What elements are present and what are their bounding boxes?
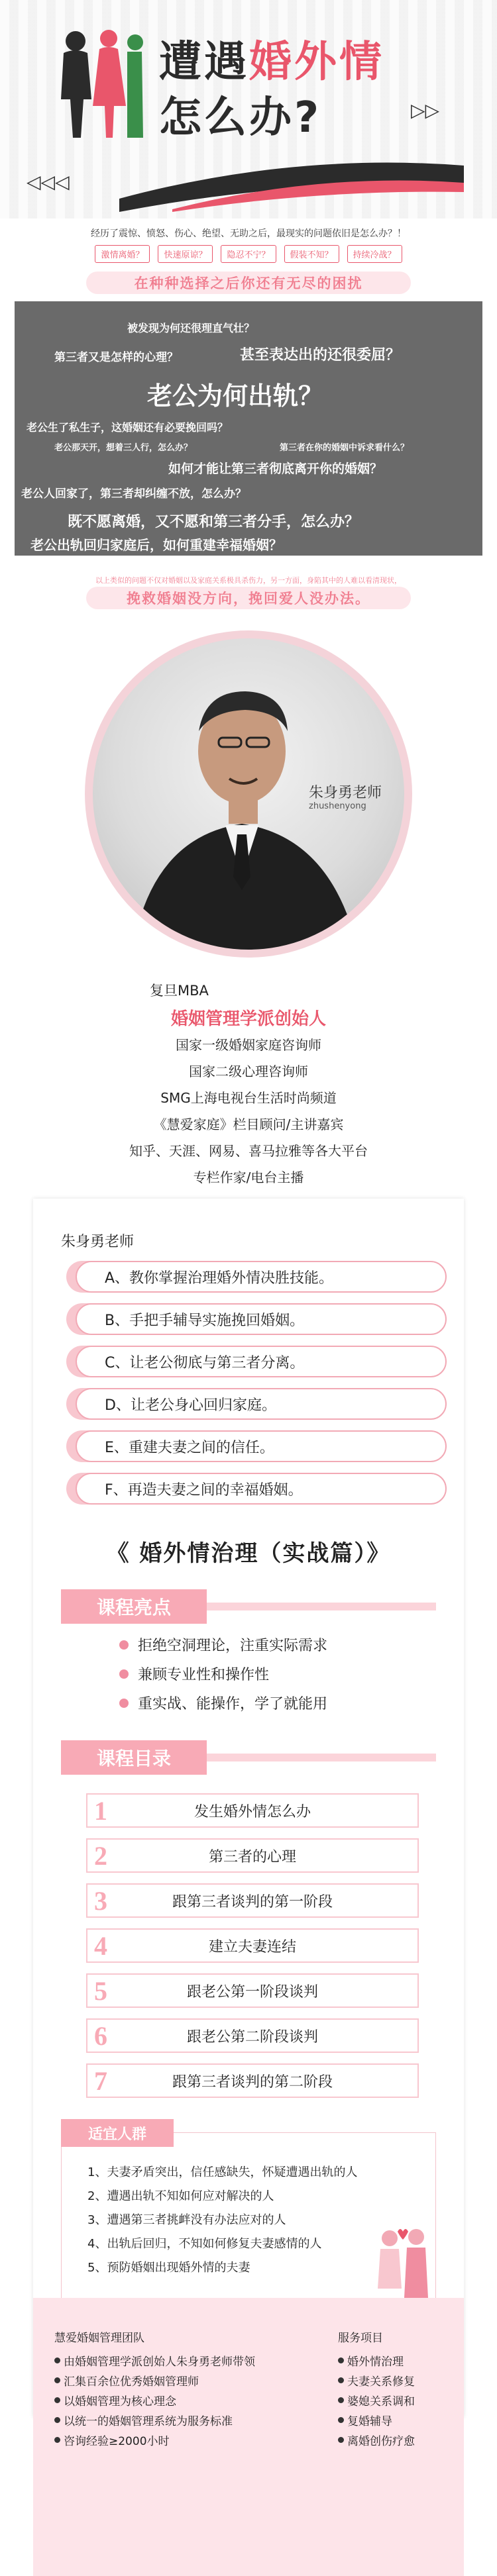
- catalog-item: 发生婚外情怎么办: [86, 1793, 419, 1828]
- bullet-dot-icon: [54, 2437, 60, 2443]
- choice-tag: 激情离婚？: [95, 245, 150, 263]
- choice-tag: 假装不知？: [284, 245, 339, 263]
- question-headline: 老公为何出轨？: [147, 381, 324, 411]
- question-text: 老公那天开，想着三人行，怎么办？: [54, 443, 193, 453]
- credential-item: 国家二级心理咨询师: [189, 1064, 308, 1079]
- choice-tag: 持续冷战？: [347, 245, 402, 263]
- decorative-swoosh: [119, 139, 464, 212]
- team-item: 以统一的婚姻管理系统为服务标准: [64, 2415, 233, 2428]
- bullet-dot-icon: [338, 2417, 344, 2423]
- question-cloud: [15, 301, 482, 556]
- catalog-number: 1: [94, 1795, 107, 1826]
- hero-title-line1: [159, 28, 384, 89]
- audience-item: 2、遭遇出轨不知如何应对解决的人: [87, 2189, 274, 2203]
- team-item: 汇集百余位优秀婚姻管理师: [64, 2375, 199, 2389]
- service-item: 婆媳关系调和: [347, 2395, 415, 2408]
- bullet-dot-icon: [119, 1699, 129, 1708]
- credential-item: 专栏作家/电台主播: [193, 1169, 304, 1185]
- question-text: 第三者又是怎样的心理？: [54, 351, 178, 364]
- catalog-number: 6: [94, 2020, 107, 2051]
- credential-mba: 复旦MBA: [150, 983, 209, 999]
- credential-item: 国家一级婚姻家庭咨询师: [176, 1037, 321, 1053]
- catalog-number: 2: [94, 1840, 107, 1871]
- skill-item: F、再造夫妻之间的幸福婚姻。: [76, 1473, 447, 1505]
- catalog-number: 3: [94, 1885, 107, 1916]
- hero-title-black: 遭遇: [159, 38, 249, 87]
- question-text: 甚至表达出的还很委屈？: [240, 347, 401, 364]
- audience-item: 3、遭遇第三者挑衅没有办法应对的人: [87, 2213, 286, 2227]
- couple-illustration-icon: [371, 2225, 435, 2304]
- catalog-number: 4: [94, 1930, 107, 1961]
- hero-banner: [0, 0, 497, 219]
- catalog-number: 7: [94, 2065, 107, 2096]
- hero-title-line2: 怎么办?: [159, 93, 322, 142]
- catalog-item: 跟第三者谈判的第二阶段: [86, 2063, 419, 2098]
- credential-item: 知乎、天涯、网易、喜马拉雅等各大平台: [129, 1143, 368, 1159]
- question-text: 被发现为何还很理直气壮？: [127, 322, 255, 334]
- course-title: 《 婚外情治理（实战篇）》: [106, 1540, 391, 1567]
- choice-tags: [0, 245, 497, 263]
- catalog-number: 5: [94, 1975, 107, 2006]
- audience-item: 5、预防婚姻出现婚外情的夫妻: [87, 2261, 250, 2275]
- skill-item: E、重建夫妻之间的信任。: [76, 1430, 447, 1462]
- skill-item: A、教你掌握治理婚外情决胜技能。: [76, 1261, 447, 1293]
- bullet-dot-icon: [338, 2357, 344, 2363]
- catalog-item: 跟老公第一阶段谈判: [86, 1973, 419, 2008]
- choice-tag: 快速原谅？: [158, 245, 213, 263]
- highlight-item: 重实战、能操作，学了就能用: [138, 1696, 328, 1712]
- bullet-dot-icon: [54, 2357, 60, 2363]
- catalog-item: 第三者的心理: [86, 1838, 419, 1873]
- decorative-arrows-right-icon: ▷▷: [411, 99, 440, 121]
- bullet-dot-icon: [54, 2417, 60, 2423]
- skill-item: C、让老公彻底与第三者分离。: [76, 1346, 447, 1377]
- intro-question: 经历了震惊、愤怒、伤心、绝望、无助之后，最现实的问题依旧是怎么办？！: [91, 228, 406, 239]
- audience-item: 4、出轨后回归，不知如何修复夫妻感情的人: [87, 2237, 322, 2251]
- teacher-pinyin: zhushenyong: [309, 801, 366, 811]
- credential-item: SMG上海电视台生活时尚频道: [160, 1090, 337, 1106]
- bullet-dot-icon: [338, 2437, 344, 2443]
- credential-item: 《慧爱家庭》栏目顾问/主讲嘉宾: [153, 1116, 344, 1132]
- teacher-name: 朱身勇老师: [309, 785, 382, 801]
- credential-founder: 婚姻管理学派创始人: [170, 1009, 326, 1029]
- bullet-dot-icon: [119, 1640, 129, 1650]
- question-text: 老公生了私生子，这婚姻还有必要挽回吗？: [27, 421, 229, 434]
- rescue-ribbon: 挽救婚姻没方向，挽回爱人没办法。: [86, 587, 411, 609]
- bullet-dot-icon: [119, 1669, 129, 1679]
- catalog-heading: 课程目录: [61, 1740, 207, 1775]
- choice-tag: 隐忍不宁？: [221, 245, 276, 263]
- bullet-dot-icon: [338, 2397, 344, 2403]
- service-item: 复婚辅导: [347, 2415, 392, 2428]
- team-item: 咨询经验≥2000小时: [64, 2435, 170, 2448]
- question-text: 老公出轨回归家庭后，如何重建幸福婚姻？: [30, 537, 282, 553]
- bullet-dot-icon: [54, 2377, 60, 2383]
- question-text: 如何才能让第三者彻底离开你的婚姻？: [168, 462, 383, 476]
- question-text: 第三者在你的婚姻中诉求看什么？: [280, 443, 410, 453]
- highlight-item: 兼顾专业性和操作性: [138, 1667, 270, 1683]
- catalog-item: 跟老公第二阶段谈判: [86, 2018, 419, 2053]
- bullet-dot-icon: [54, 2397, 60, 2403]
- team-item: 以婚姻管理为核心理念: [64, 2395, 176, 2408]
- hero-title-pink: 婚外情: [249, 38, 384, 87]
- bullet-dot-icon: [338, 2377, 344, 2383]
- skill-item: B、手把手辅导实施挽回婚姻。: [76, 1303, 447, 1335]
- service-item: 婚外情治理: [347, 2355, 404, 2369]
- highlight-item: 拒绝空洞理论，注重实际需求: [138, 1638, 328, 1654]
- team-item: 由婚姻管理学派创始人朱身勇老师带领: [64, 2355, 255, 2369]
- catalog-item: 建立夫妻连结: [86, 1928, 419, 1963]
- question-text: 老公人回家了，第三者却纠缠不放，怎么办？: [21, 487, 247, 501]
- services-title: 服务项目: [338, 2332, 383, 2345]
- skill-item: D、让老公身心回归家庭。: [76, 1388, 447, 1420]
- couple-silhouette-icon: [44, 26, 143, 139]
- skills-heading: 朱身勇老师: [61, 1234, 135, 1250]
- highlights-heading: 课程亮点: [61, 1589, 207, 1624]
- trouble-ribbon: 在种种选择之后你还有无尽的困扰: [86, 272, 411, 294]
- audience-item: 1、夫妻矛盾突出，信任感缺失，怀疑遭遇出轨的人: [87, 2165, 358, 2179]
- footnote: 以上类似的问题不仅对婚姻以及家庭关系极具杀伤力，另一方面，身陷其中的人难以看清现状，: [95, 576, 402, 585]
- decorative-arrows-left-icon: ◁◁◁: [27, 171, 70, 193]
- catalog-item: 跟第三者谈判的第一阶段: [86, 1883, 419, 1918]
- team-title: 慧爱婚姻管理团队: [54, 2332, 144, 2345]
- question-text: 既不愿离婚，又不愿和第三者分手，怎么办？: [68, 514, 360, 530]
- audience-heading: 适宜人群: [61, 2119, 174, 2147]
- service-item: 夫妻关系修复: [347, 2375, 415, 2389]
- service-item: 离婚创伤疗愈: [347, 2435, 415, 2448]
